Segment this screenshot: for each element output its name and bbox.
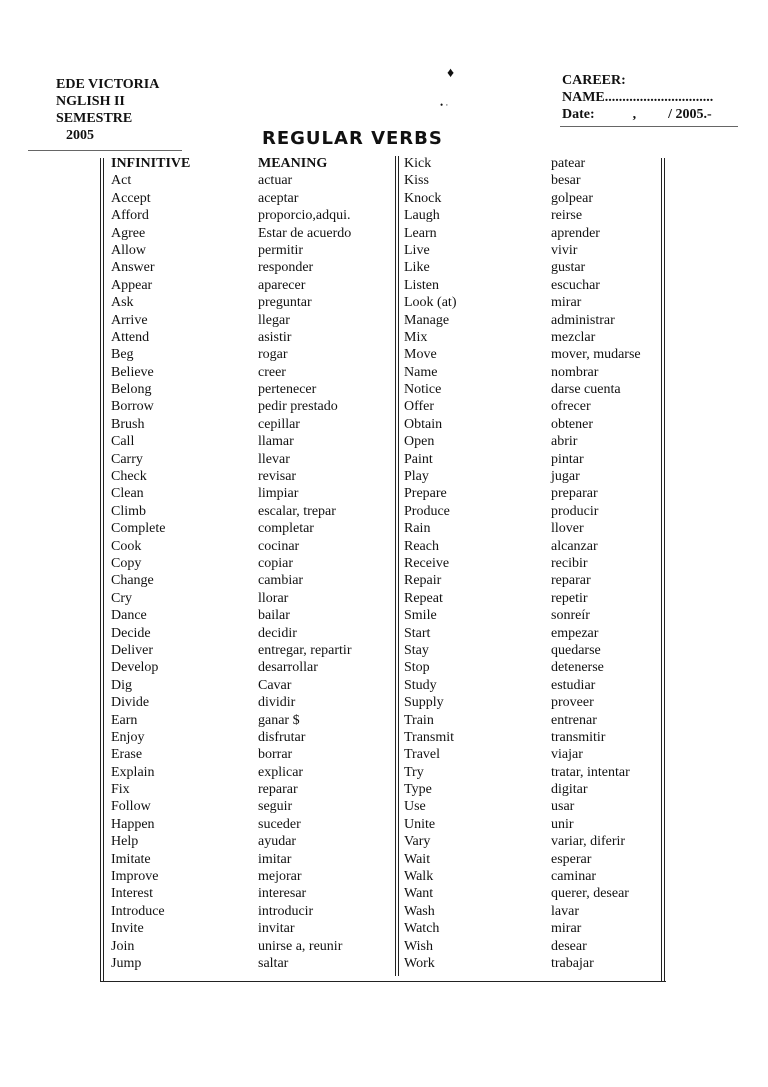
verb-cell: pintar xyxy=(551,451,584,467)
verb-cell: pedir prestado xyxy=(258,399,338,415)
verb-cell: entregar, repartir xyxy=(258,642,352,658)
verb-cell: Learn xyxy=(404,225,437,241)
verb-cell: querer, desear xyxy=(551,886,629,902)
verb-cell: Cavar xyxy=(258,677,292,693)
verb-cell: suceder xyxy=(258,816,301,832)
verb-cell: disfrutar xyxy=(258,729,306,745)
verb-cell: Call xyxy=(111,434,135,450)
right-meaning-column xyxy=(551,155,641,972)
page-title: REGULAR VERBS xyxy=(262,128,443,149)
verb-cell: digitar xyxy=(551,782,588,798)
verb-cell: reparar xyxy=(258,782,298,798)
verb-cell: besar xyxy=(551,173,581,189)
verb-cell: Carry xyxy=(111,451,143,467)
verb-cell: bailar xyxy=(258,608,290,624)
verb-cell: Repeat xyxy=(404,590,443,606)
verb-cell: Wash xyxy=(404,903,435,919)
table-border-left xyxy=(100,158,101,982)
verb-cell: proporcio,adqui. xyxy=(258,208,351,224)
verb-cell: Study xyxy=(404,677,437,693)
verb-cell: cocinar xyxy=(258,538,300,554)
verb-cell: Fix xyxy=(111,782,130,798)
verb-cell: Allow xyxy=(111,242,146,258)
table-border-left-inner xyxy=(103,158,104,982)
verb-cell: ganar $ xyxy=(258,712,300,728)
verb-cell: cambiar xyxy=(258,573,304,589)
verb-cell: usar xyxy=(551,799,575,815)
verb-cell: Interest xyxy=(111,886,153,902)
verb-cell: Knock xyxy=(404,190,442,206)
verb-cell: llegar xyxy=(258,312,290,328)
verb-cell: Change xyxy=(111,573,154,589)
verb-cell: Dance xyxy=(111,608,147,624)
verb-cell: actuar xyxy=(258,173,293,189)
verb-cell: llorar xyxy=(258,590,289,606)
date-year: / 2005.- xyxy=(668,107,712,122)
verb-cell: Receive xyxy=(404,555,450,571)
verb-cell: Explain xyxy=(111,764,155,780)
verb-cell: caminar xyxy=(551,869,597,885)
verb-cell: Deliver xyxy=(111,642,153,658)
verb-cell: Listen xyxy=(404,277,439,293)
header-rule-right xyxy=(560,126,738,127)
verb-cell: escalar, trepar xyxy=(258,503,336,519)
verb-cell: Attend xyxy=(111,329,150,345)
verb-cell: Start xyxy=(404,625,431,641)
verb-cell: Introduce xyxy=(111,903,165,919)
verb-cell: interesar xyxy=(258,886,307,902)
verb-cell: recibir xyxy=(551,555,588,571)
verb-cell: Laugh xyxy=(404,208,440,224)
verb-cell: patear xyxy=(551,156,586,171)
verb-cell: Reach xyxy=(404,538,439,554)
verb-cell: empezar xyxy=(551,625,599,641)
verb-cell: aprender xyxy=(551,225,600,241)
verb-cell: Prepare xyxy=(404,486,447,502)
verb-cell: imitar xyxy=(258,851,292,867)
verb-cell: Help xyxy=(111,834,139,850)
verb-cell: Complete xyxy=(111,521,166,537)
verb-cell: llover xyxy=(551,521,584,537)
verb-cell: Erase xyxy=(111,747,143,763)
verb-cell: Kick xyxy=(404,156,432,171)
verb-cell: Happen xyxy=(111,816,155,832)
verb-cell: Develop xyxy=(111,660,159,676)
ink-mark: ♦ xyxy=(447,66,455,81)
verb-cell: Invite xyxy=(111,921,144,937)
verb-cell: Obtain xyxy=(404,416,443,432)
verb-cell: llevar xyxy=(258,451,290,467)
verb-cell: Accept xyxy=(111,190,151,206)
verb-cell: gustar xyxy=(551,260,586,276)
student-info xyxy=(562,72,713,123)
verb-cell: transmitir xyxy=(551,729,606,745)
institution-name: EDE VICTORIA xyxy=(56,77,160,92)
verb-cell: golpear xyxy=(551,190,593,206)
verb-cell: Wish xyxy=(404,938,433,954)
verb-cell: Unite xyxy=(404,816,436,832)
verb-cell: asistir xyxy=(258,329,292,345)
verb-cell: esperar xyxy=(551,851,592,867)
header-rule-left xyxy=(28,150,182,151)
verb-cell: quedarse xyxy=(551,642,601,658)
verb-cell: Follow xyxy=(111,799,151,815)
verb-cell: estudiar xyxy=(551,677,596,693)
institution-header xyxy=(56,76,159,144)
verb-cell: preparar xyxy=(551,486,598,502)
verb-cell: repetir xyxy=(551,590,588,606)
verb-cell: Wait xyxy=(404,851,431,867)
verb-cell: completar xyxy=(258,521,314,537)
verb-cell: rogar xyxy=(258,347,288,363)
verb-cell: nombrar xyxy=(551,364,599,380)
year-label: 2005 xyxy=(66,128,94,143)
verb-cell: Look (at) xyxy=(404,295,457,311)
verb-cell: permitir xyxy=(258,242,304,258)
verb-cell: Open xyxy=(404,434,435,450)
verb-cell: Type xyxy=(404,782,432,798)
verb-cell: aceptar xyxy=(258,190,299,206)
verb-cell: Imitate xyxy=(111,851,151,867)
verb-cell: Use xyxy=(404,799,426,815)
verb-cell: tratar, intentar xyxy=(551,764,630,780)
meaning-header: MEANING xyxy=(258,156,328,171)
verb-cell: mirar xyxy=(551,295,582,311)
verb-cell: Answer xyxy=(111,260,155,276)
verb-cell: unirse a, reunir xyxy=(258,938,343,954)
verb-cell: mezclar xyxy=(551,329,596,345)
verb-cell: sonreír xyxy=(551,608,590,624)
verb-cell: Divide xyxy=(111,695,150,711)
verb-cell: Cry xyxy=(111,590,132,606)
date-label: Date: xyxy=(562,107,595,122)
verb-cell: Stay xyxy=(404,642,429,658)
verb-cell: variar, diferir xyxy=(551,834,626,850)
verb-cell: pertenecer xyxy=(258,382,317,398)
verb-cell: abrir xyxy=(551,434,578,450)
verb-cell: Travel xyxy=(404,747,441,763)
left-infinitive-column xyxy=(111,155,190,972)
verb-cell: Decide xyxy=(111,625,151,641)
verb-cell: cepillar xyxy=(258,416,300,432)
verb-cell: creer xyxy=(258,364,286,380)
verb-cell: responder xyxy=(258,260,314,276)
verb-cell: Agree xyxy=(111,225,146,241)
verb-cell: Move xyxy=(404,347,437,363)
verb-cell: Arrive xyxy=(111,312,148,328)
table-bottom-rule xyxy=(100,981,666,982)
verb-cell: proveer xyxy=(551,695,594,711)
verb-cell: Appear xyxy=(111,277,153,293)
verb-cell: reparar xyxy=(551,573,591,589)
verb-cell: Act xyxy=(111,173,132,189)
verb-cell: producir xyxy=(551,503,599,519)
verb-cell: entrenar xyxy=(551,712,597,728)
right-infinitive-column xyxy=(404,155,456,972)
table-divider-middle-2 xyxy=(398,156,399,976)
verb-cell: Ask xyxy=(111,295,134,311)
verb-cell: alcanzar xyxy=(551,538,598,554)
ink-speck: • · xyxy=(440,100,449,110)
verb-cell: invitar xyxy=(258,921,295,937)
verb-cell: escuchar xyxy=(551,277,600,293)
verb-cell: explicar xyxy=(258,764,304,780)
verb-cell: Join xyxy=(111,938,135,954)
verb-cell: Smile xyxy=(404,608,437,624)
verb-cell: ayudar xyxy=(258,834,297,850)
verb-cell: Improve xyxy=(111,869,159,885)
verb-cell: Supply xyxy=(404,695,444,711)
career-label: CAREER: xyxy=(562,73,626,88)
verb-cell: Want xyxy=(404,886,434,902)
verb-cell: reirse xyxy=(551,208,583,224)
verb-cell: limpiar xyxy=(258,486,299,502)
verb-cell: darse cuenta xyxy=(551,382,621,398)
verb-cell: Enjoy xyxy=(111,729,145,745)
verb-cell: Manage xyxy=(404,312,450,328)
verb-cell: Repair xyxy=(404,573,442,589)
verb-cell: decidir xyxy=(258,625,297,641)
verb-cell: Climb xyxy=(111,503,147,519)
semester-label: SEMESTRE xyxy=(56,111,133,126)
verb-cell: Check xyxy=(111,469,147,485)
verb-cell: preguntar xyxy=(258,295,312,311)
verb-cell: Afford xyxy=(111,208,149,224)
name-field: ............................... xyxy=(604,90,714,105)
verb-cell: Train xyxy=(404,712,434,728)
table-border-right xyxy=(661,158,662,982)
verb-cell: mirar xyxy=(551,921,582,937)
verb-cell: Vary xyxy=(404,834,431,850)
verb-cell: detenerse xyxy=(551,660,604,676)
verb-cell: Copy xyxy=(111,555,142,571)
verb-cell: Transmit xyxy=(404,729,455,745)
table-border-right-2 xyxy=(664,158,665,982)
verb-cell: trabajar xyxy=(551,955,594,971)
verb-cell: Live xyxy=(404,242,430,258)
verb-cell: ofrecer xyxy=(551,399,591,415)
verb-cell: Paint xyxy=(404,451,433,467)
verb-cell: mejorar xyxy=(258,869,302,885)
left-meaning-column xyxy=(258,155,352,972)
verb-cell: Borrow xyxy=(111,399,154,415)
verb-cell: Mix xyxy=(404,329,428,345)
verb-cell: Try xyxy=(404,764,424,780)
verb-cell: jugar xyxy=(551,469,580,485)
course-name: NGLISH II xyxy=(56,94,125,109)
verb-cell: Walk xyxy=(404,869,434,885)
verb-cell: Work xyxy=(404,955,435,971)
verb-cell: Beg xyxy=(111,347,134,363)
verb-cell: Produce xyxy=(404,503,450,519)
verb-cell: Stop xyxy=(404,660,430,676)
verb-cell: vivir xyxy=(551,242,578,258)
verb-cell: mover, mudarse xyxy=(551,347,641,363)
verb-cell: Jump xyxy=(111,955,142,971)
verb-cell: llamar xyxy=(258,434,294,450)
verb-cell: Rain xyxy=(404,521,431,537)
verb-cell: introducir xyxy=(258,903,314,919)
verb-cell: Dig xyxy=(111,677,132,693)
verb-cell: unir xyxy=(551,816,574,832)
verb-cell: administrar xyxy=(551,312,615,328)
verb-cell: Belong xyxy=(111,382,152,398)
verb-cell: Kiss xyxy=(404,173,429,189)
verb-cell: Clean xyxy=(111,486,144,502)
verb-cell: copiar xyxy=(258,555,293,571)
verb-cell: aparecer xyxy=(258,277,306,293)
name-label: NAME xyxy=(562,90,605,105)
infinitive-header: INFINITIVE xyxy=(111,156,191,171)
verb-cell: Cook xyxy=(111,538,142,554)
verb-cell: Notice xyxy=(404,382,442,398)
verb-cell: revisar xyxy=(258,469,297,485)
verb-cell: seguir xyxy=(258,799,293,815)
verb-cell: Like xyxy=(404,260,430,276)
verb-cell: desear xyxy=(551,938,587,954)
verb-cell: dividir xyxy=(258,695,296,711)
verb-cell: viajar xyxy=(551,747,583,763)
verb-cell: obtener xyxy=(551,416,593,432)
date-separator: , xyxy=(632,107,637,122)
verb-cell: Watch xyxy=(404,921,440,937)
verb-cell: Name xyxy=(404,364,438,380)
verb-cell: Believe xyxy=(111,364,154,380)
verb-cell: Offer xyxy=(404,399,435,415)
verb-cell: borrar xyxy=(258,747,293,763)
verb-cell: Earn xyxy=(111,712,138,728)
verb-cell: Play xyxy=(404,469,429,485)
verb-cell: Brush xyxy=(111,416,145,432)
verb-cell: saltar xyxy=(258,955,289,971)
verb-cell: lavar xyxy=(551,903,579,919)
verb-cell: Estar de acuerdo xyxy=(258,225,352,241)
verb-cell: desarrollar xyxy=(258,660,318,676)
table-divider-middle xyxy=(395,156,396,976)
